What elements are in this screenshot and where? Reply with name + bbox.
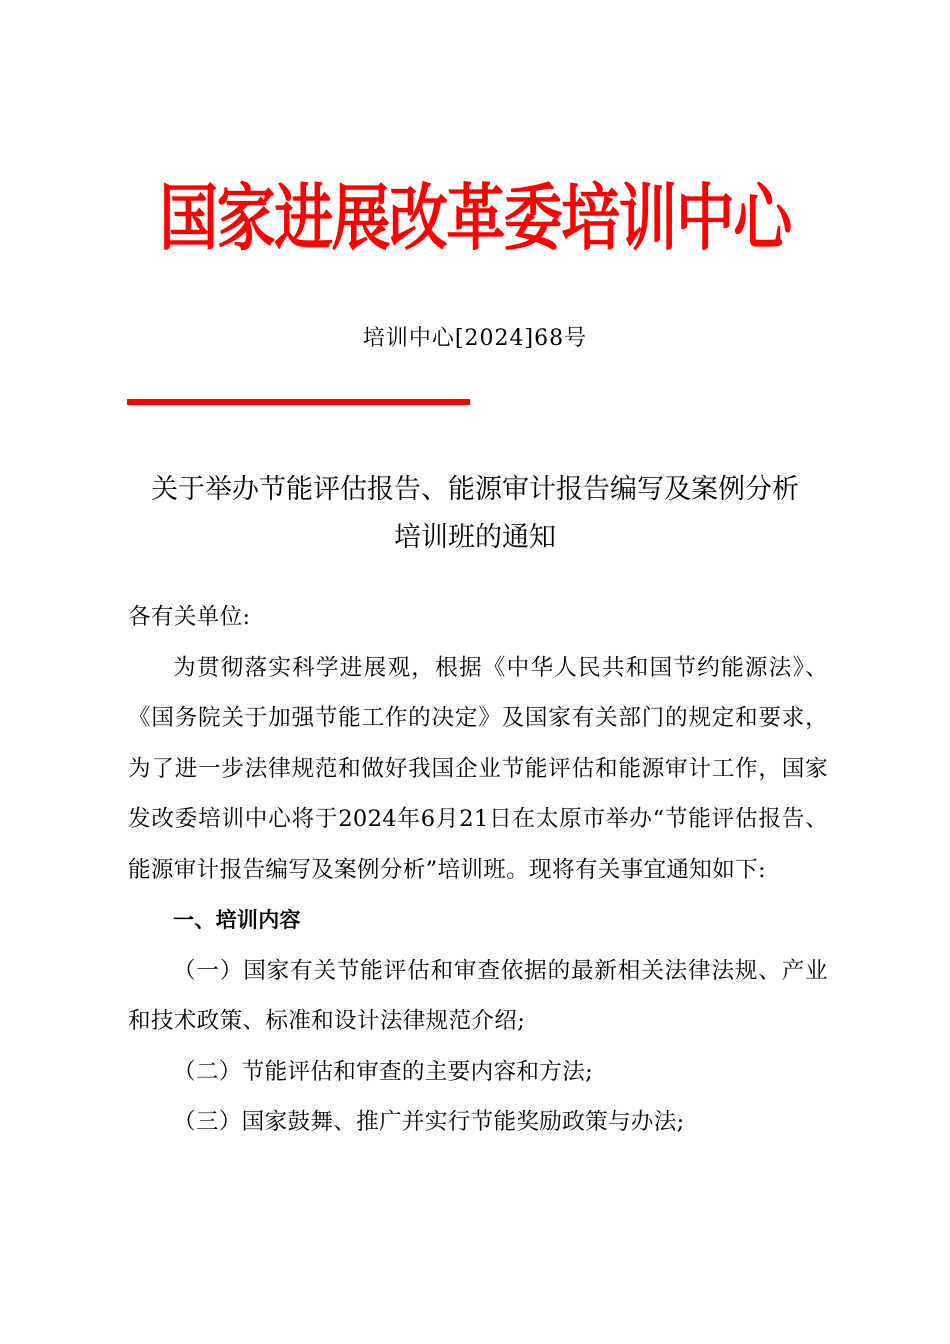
salutation: 各有关单位: [128, 604, 251, 630]
masthead-organization-name: 国家进展改革委培训中心 [159, 176, 791, 260]
notice-body [128, 592, 828, 1148]
notice-title [100, 466, 850, 562]
notice-title-line1: 关于举办节能评估报告、能源审计报告编写及案例分析 [151, 474, 799, 505]
list-item: （一）国家有关节能评估和审查依据的最新相关法律法规、产业和技术政策、标准和设计法律规范介绍; [128, 957, 828, 1034]
document-number: 培训中心[2024]68号 [362, 326, 588, 351]
list-item: （三）国家鼓舞、推广并实行节能奖励政策与办法; [173, 1109, 685, 1135]
intro-paragraph: 为贯彻落实科学进展观，根据《中华人民共和国节约能源法》、《国务院关于加强节能工作的决定》及国家有关部门的规定和要求，为了进一步法律规范和做好我国企业节能评估和能源审计工作，国家发改委培训中心将于2024年6月21日在太原市举办“节能评估报告、能源审计报告编写及案例分析”培训班。现将有关事宜通知如下: [128, 654, 828, 883]
red-divider-line [127, 399, 470, 405]
list-item: （二）节能评估和审查的主要内容和方法; [173, 1058, 593, 1085]
section-heading-training-content: 一、培训内容 [173, 908, 301, 932]
notice-title-line2: 培训班的通知 [394, 522, 556, 553]
